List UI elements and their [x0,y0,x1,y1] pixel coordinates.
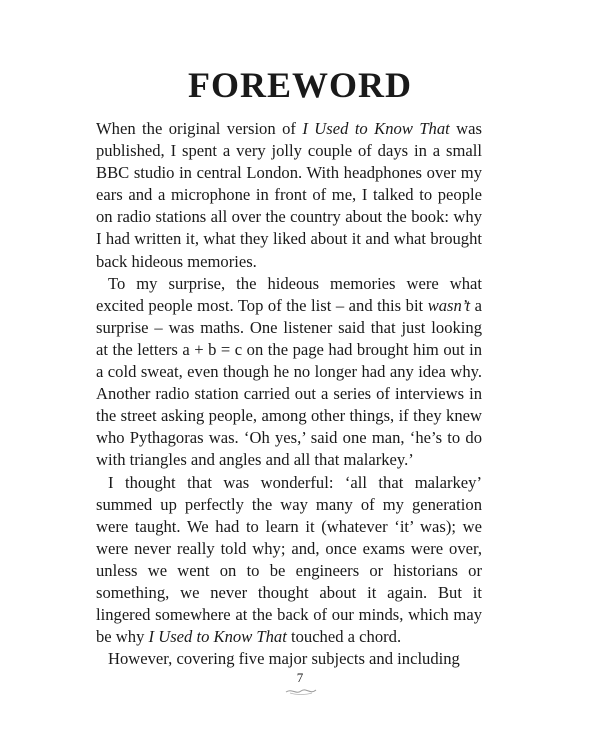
paragraph-3 [96,472,482,649]
italic-text: wasn’t [427,295,471,315]
text-run: a surprise – was maths. One listener said that just looking at the letters a + b = c on the page had brought him out in a cold sweat, even though he no longer had any idea why. Another radio station carried out a series of interviews in the street asking people, among other things, if they knew who Pythagoras was. ‘Oh yes,’ said one man, ‘he’s to do with triangles and angles and all that malarkey.’ [96,295,482,470]
text-run: touched a chord. [286,627,402,647]
body-text [96,118,482,670]
text-run: When the original version of [96,119,303,138]
text-run: To my surprise, the hideous memories were what excited people most. Top of the list – and this bit [96,273,482,315]
paragraph-2 [96,273,482,472]
chapter-title: FOREWORD [188,65,412,105]
text-run: was published, I spent a very jolly couple of days in a small BBC studio in central London. With headphones over my ears and a microphone in front of me, I talked to people on radio stations all over the country about the book: why I had written it, what they liked about it and what brought back hideous memories. [96,119,482,271]
paragraph-1 [96,118,482,273]
paragraph-4 [96,648,482,670]
text-run: I thought that was wonderful: ‘all that malarkey’ summed up perfectly the way many of my generation were taught. We had to learn it (whatever ‘it’ was); we were never really told why; and, once exams were over, unless we went on to be engineers or historians or something, we never thought about it again. But it lingered somewhere at the back of our minds, which may be why [96,472,482,647]
italic-text: I Used to Know That [302,119,450,138]
text-run: However, covering five major subjects and including [108,649,460,669]
italic-text: I Used to Know That [148,627,287,647]
page-number: 7 [296,670,304,685]
flourish-ornament-icon [284,686,318,696]
